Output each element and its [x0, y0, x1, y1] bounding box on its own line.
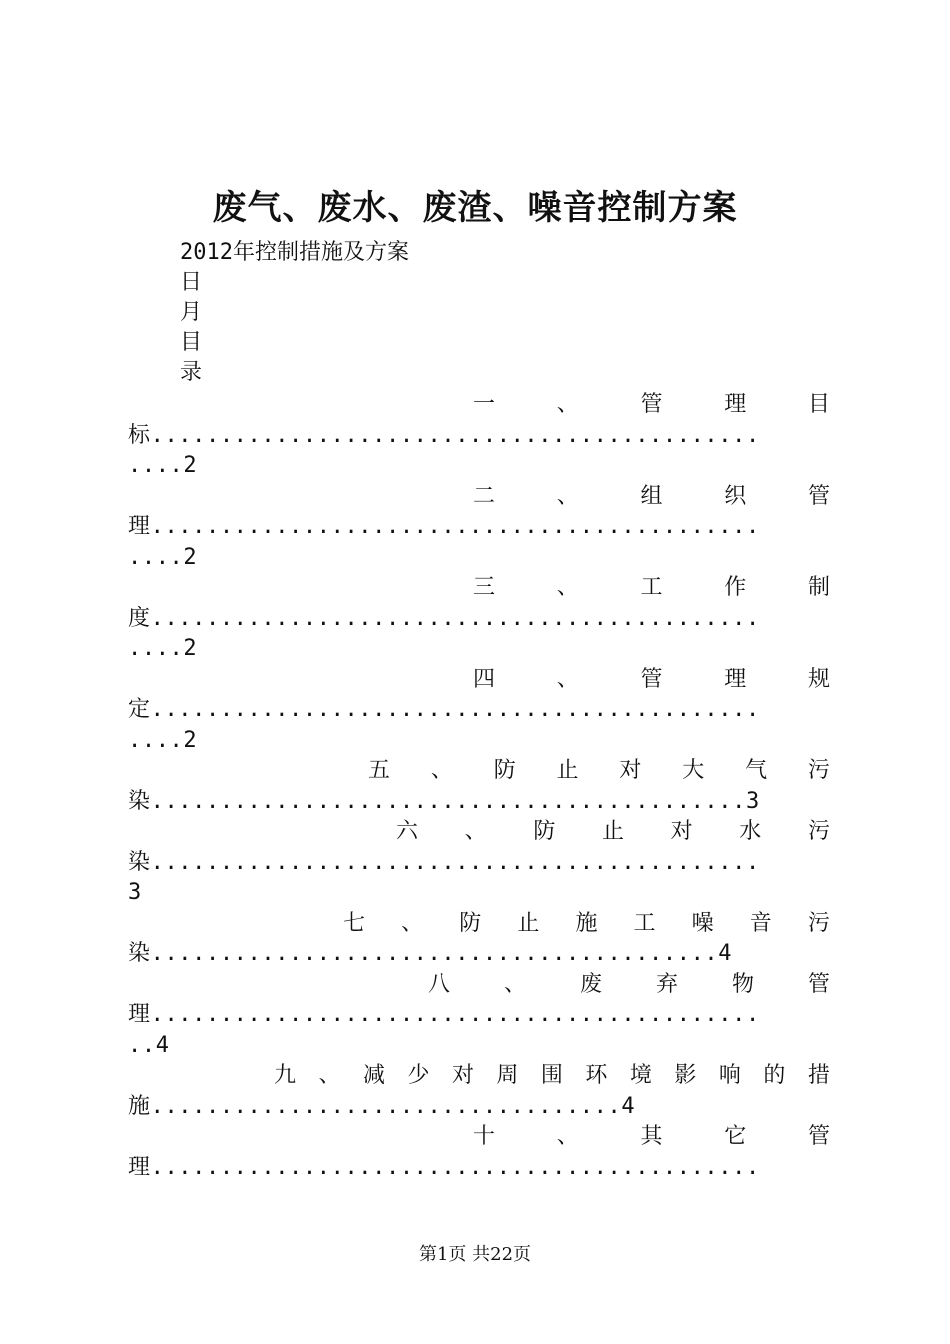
toc-heading-char: 少 [407, 1063, 430, 1088]
toc-heading-char: 响 [718, 1063, 741, 1088]
toc-entry-heading [128, 665, 830, 696]
toc-entry-heading [128, 482, 830, 513]
toc-heading-sep: 、 [556, 483, 579, 509]
toc-heading-number: 七 [343, 910, 366, 936]
toc-entry[interactable] [128, 1122, 830, 1183]
date-month-char: 月 [180, 300, 203, 325]
toc-heading-char: 音 [749, 910, 772, 936]
toc-heading-sep: 、 [430, 758, 453, 783]
toc-entry-heading [128, 1122, 830, 1153]
toc-heading-char: 工 [640, 575, 663, 600]
toc-dot-leader: ............................................ [150, 605, 760, 631]
toc-heading-number: 五 [368, 758, 391, 783]
toc-leader-line [128, 604, 830, 635]
toc-leader-line [128, 848, 830, 879]
toc-heading-char: 措 [807, 1063, 830, 1088]
toc-heading-char: 废 [579, 971, 602, 997]
toc-dot-leader: ............................................ [150, 514, 760, 539]
toc-heading-last-char: 施 [128, 1093, 151, 1119]
toc-heading-char: 境 [629, 1063, 652, 1088]
toc-entry-heading [128, 909, 830, 940]
toc-heading-char: 制 [807, 575, 830, 600]
toc-heading-char: 规 [807, 666, 830, 692]
toc-page-number: 4 [621, 1093, 636, 1119]
toc-heading-char: 水 [739, 819, 762, 844]
toc-dot-leader: ............................................ [150, 1154, 760, 1180]
toc-heading-char-2: 录 [180, 360, 203, 385]
toc-dot-leader: ............................................ [150, 422, 760, 448]
toc-heading-char: 织 [724, 483, 747, 509]
toc-entry[interactable] [128, 756, 830, 817]
toc-heading-char: 管 [807, 483, 830, 509]
toc-heading-last-char: 度 [128, 605, 151, 631]
toc-heading-number: 二 [473, 483, 496, 509]
toc-leader-line [128, 1092, 830, 1123]
document-title: 废气、废水、废渣、噪音控制方案 [212, 188, 738, 228]
date-day-char: 日 [180, 270, 203, 295]
toc-entry[interactable] [128, 573, 830, 665]
toc-entry[interactable] [128, 390, 830, 482]
toc-heading-char: 弃 [655, 971, 678, 997]
toc-heading-char: 管 [640, 392, 663, 417]
toc-page-line: ....2 [128, 453, 198, 478]
toc-heading-char: 组 [640, 483, 663, 509]
toc-page-line: ..4 [128, 1032, 170, 1058]
toc-dot-leader: ............................................ [150, 697, 760, 722]
toc-heading-char: 理 [724, 666, 747, 692]
toc-heading-char: 防 [533, 819, 556, 844]
toc-heading-char: 影 [674, 1063, 697, 1088]
toc-heading-char: 施 [575, 910, 598, 936]
toc-entry[interactable] [128, 665, 830, 757]
toc-leader-line [128, 512, 830, 543]
toc-heading-char: 污 [807, 758, 830, 783]
toc-heading-char-1: 目 [180, 330, 203, 355]
toc-entry-heading [128, 817, 830, 848]
toc-page-line: ....2 [128, 636, 198, 661]
toc-heading-sep: 、 [556, 666, 579, 692]
toc-heading-last-char: 定 [128, 697, 151, 722]
toc-heading-sep: 、 [464, 819, 487, 844]
toc-heading-char: 气 [745, 758, 768, 783]
toc-heading-char: 止 [556, 758, 579, 783]
toc-heading-sep: 、 [556, 1124, 579, 1149]
toc-heading-char: 污 [807, 910, 830, 936]
toc-heading-char: 其 [640, 1124, 663, 1149]
toc-heading-char: 环 [585, 1063, 608, 1088]
toc-heading-char: 污 [807, 819, 830, 844]
toc-heading-char: 管 [807, 971, 830, 997]
toc-dot-leader: .................................. [150, 1093, 622, 1119]
toc-heading-last-char: 染 [128, 788, 151, 814]
toc-heading-number: 六 [396, 819, 419, 844]
toc-dot-leader: ........................................... [150, 788, 746, 814]
toc-heading-char: 它 [724, 1124, 747, 1149]
toc-heading-number: 八 [428, 971, 451, 997]
toc-heading-sep: 、 [318, 1063, 341, 1088]
toc-dot-leader: ............................................ [150, 849, 760, 875]
toc-entry[interactable] [128, 970, 830, 1062]
toc-heading-char: 目 [807, 392, 830, 417]
toc-heading-sep: 、 [503, 971, 526, 997]
toc-entry[interactable] [128, 909, 830, 970]
toc-page-number: 3 [745, 788, 760, 814]
toc-leader-line [128, 939, 830, 970]
toc-heading-char: 噪 [691, 910, 714, 936]
toc-heading-last-char: 标 [128, 422, 151, 448]
toc-heading-char: 对 [451, 1063, 474, 1088]
toc-heading-char: 理 [724, 392, 747, 417]
toc-entry-heading [128, 756, 830, 787]
toc-heading-char: 止 [517, 910, 540, 936]
toc-page-line: 3 [128, 880, 142, 905]
toc-heading-char: 作 [724, 575, 747, 600]
toc-leader-line [128, 421, 830, 452]
toc-heading-number: 三 [473, 575, 496, 600]
toc-heading-char: 防 [493, 758, 516, 783]
toc-heading-number: 九 [274, 1063, 297, 1088]
toc-heading-sep: 、 [556, 392, 579, 417]
toc-heading-char: 的 [763, 1063, 786, 1088]
toc-page-line: ....2 [128, 544, 198, 570]
toc-heading-last-char: 理 [128, 1154, 151, 1180]
toc-leader-line [128, 787, 830, 818]
toc-heading-last-char: 理 [128, 514, 151, 539]
toc-leader-line [128, 1000, 830, 1031]
toc-entry[interactable] [128, 482, 830, 574]
toc-page-line: ....2 [128, 727, 198, 753]
toc-heading-char: 减 [362, 1063, 385, 1088]
toc-heading-char: 周 [496, 1063, 519, 1088]
toc-heading-number: 一 [473, 392, 496, 417]
toc-heading-last-char: 染 [128, 941, 151, 966]
page-footer: 第1页 共22页 [418, 1244, 532, 1265]
table-of-contents [128, 390, 830, 1183]
toc-heading-sep: 、 [556, 575, 579, 600]
toc-entry[interactable] [128, 817, 830, 909]
toc-heading-sep: 、 [401, 910, 424, 936]
toc-heading-char: 对 [619, 758, 642, 783]
toc-page-number: 4 [718, 941, 733, 966]
toc-entry[interactable] [128, 1061, 830, 1122]
toc-entry-heading [128, 573, 830, 604]
toc-entry-heading [128, 1061, 830, 1092]
toc-heading-char: 防 [459, 910, 482, 936]
toc-leader-line [128, 695, 830, 726]
toc-entry-heading [128, 390, 830, 421]
toc-dot-leader: ......................................... [150, 941, 719, 966]
toc-heading-char: 物 [731, 971, 754, 997]
toc-heading-char: 管 [640, 666, 663, 692]
toc-heading-char: 大 [682, 758, 705, 783]
toc-dot-leader: ............................................ [150, 1002, 760, 1027]
toc-heading-char: 对 [670, 819, 693, 844]
toc-entry-heading [128, 970, 830, 1001]
document-subtitle: 2012年控制措施及方案 [180, 240, 409, 265]
toc-heading-char: 止 [601, 819, 624, 844]
toc-heading-char: 围 [540, 1063, 563, 1088]
toc-leader-line [128, 1153, 830, 1184]
toc-heading-char: 工 [633, 910, 656, 936]
toc-heading-number: 十 [473, 1124, 496, 1149]
toc-heading-last-char: 理 [128, 1002, 151, 1027]
toc-heading-number: 四 [473, 666, 496, 692]
toc-heading-char: 管 [807, 1124, 830, 1149]
toc-heading-last-char: 染 [128, 849, 151, 875]
